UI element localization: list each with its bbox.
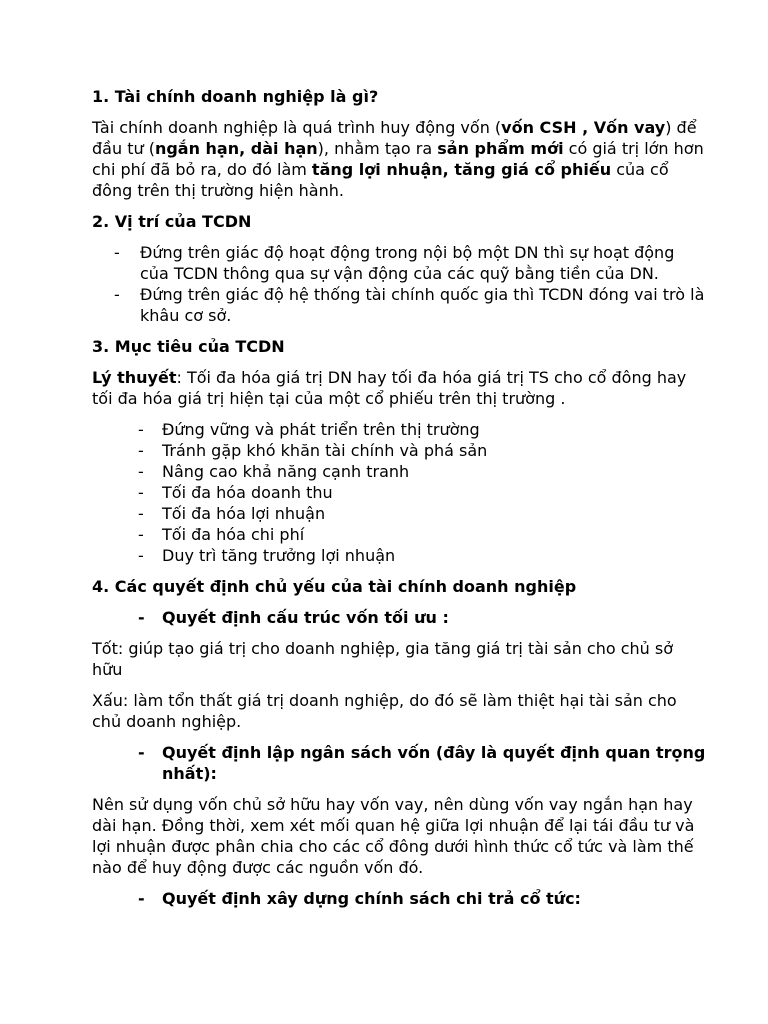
section-3-theory	[92, 367, 708, 409]
section-4-heading: 4. Các quyết định chủ yếu của tài chính doanh nghiệp	[92, 577, 577, 596]
bold-run: vốn CSH , Vốn vay	[501, 118, 666, 137]
bold-run: tăng lợi nhuận, tăng giá cổ phiếu	[311, 160, 612, 179]
list-item: - Đứng trên giác độ hoạt động trong nội bộ một DN thì sự hoạt động của TCDN thông qua sự vận động của các quỹ bằng tiền của DN.	[92, 242, 708, 284]
list-item: - Duy trì tăng trưởng lợi nhuận	[92, 545, 708, 566]
decision-capital-budget: - Quyết định lập ngân sách vốn (đây là quyết định quan trọng nhất):	[92, 742, 708, 784]
list-item: - Đứng vững và phát triển trên thị trường	[92, 419, 708, 440]
list-item: - Tối đa hóa doanh thu	[92, 482, 708, 503]
section-1-heading: 1. Tài chính doanh nghiệp là gì?	[92, 87, 379, 106]
bold-run: ngắn hạn, dài hạn	[154, 139, 318, 158]
theory-text: : Tối đa hóa giá trị DN hay tối đa hóa giá trị TS cho cổ đông hay tối đa hóa giá trị hiện tại của một cổ phiếu trên thị trường .	[92, 368, 687, 408]
list-item: - Tối đa hóa lợi nhuận	[92, 503, 708, 524]
section-2-heading: 2. Vị trí của TCDN	[92, 212, 252, 231]
bold-run: sản phẩm mới	[437, 139, 564, 158]
text-run: ), nhằm tạo ra	[317, 139, 438, 158]
decision-3-list	[92, 888, 708, 909]
list-item: - Tránh gặp khó khăn tài chính và phá sản	[92, 440, 708, 461]
section-1-paragraph	[92, 117, 708, 201]
decision-1-good: Tốt: giúp tạo giá trị cho doanh nghiệp, gia tăng giá trị tài sản cho chủ sở hữu	[92, 639, 674, 679]
text-run: ) để đầu tư (	[92, 118, 697, 158]
list-item: - Đứng trên giác độ hệ thống tài chính quốc gia thì TCDN đóng vai trò là khâu cơ sở.	[92, 284, 708, 326]
list-item: - Tối đa hóa chi phí	[92, 524, 708, 545]
text-run: Tài chính doanh nghiệp là quá trình huy động vốn (	[92, 118, 502, 137]
section-3-heading: 3. Mục tiêu của TCDN	[92, 337, 285, 356]
decision-1-bad: Xấu: làm tổn thất giá trị doanh nghiệp, do đó sẽ làm thiệt hại tài sản cho chủ doanh nghiệp.	[92, 691, 677, 731]
decision-2-list	[92, 742, 708, 784]
text-run: có giá trị lớn hơn chi phí đã bỏ ra, do đó làm	[92, 139, 704, 179]
section-3-list	[92, 419, 708, 566]
list-item: - Nâng cao khả năng cạnh tranh	[92, 461, 708, 482]
theory-label: Lý thuyết	[92, 368, 177, 387]
decision-capital-structure: - Quyết định cấu trúc vốn tối ưu :	[92, 607, 708, 628]
decision-2-text: Nên sử dụng vốn chủ sở hữu hay vốn vay, nên dùng vốn vay ngắn hạn hay dài hạn. Đồng thời, xem xét mối quan hệ giữa lợi nhuận để lại tái đầu tư và lợi nhuận được phân chia cho các cổ đông dưới hình thức cổ tức và làm thế nào để huy động được các nguồn vốn đó.	[92, 795, 695, 877]
section-2-list	[92, 242, 708, 326]
decision-1-list	[92, 607, 708, 628]
text-run: của cổ đông trên thị trường hiện hành.	[92, 160, 669, 200]
decision-dividend-policy: - Quyết định xây dựng chính sách chi trả cổ tức:	[92, 888, 708, 909]
